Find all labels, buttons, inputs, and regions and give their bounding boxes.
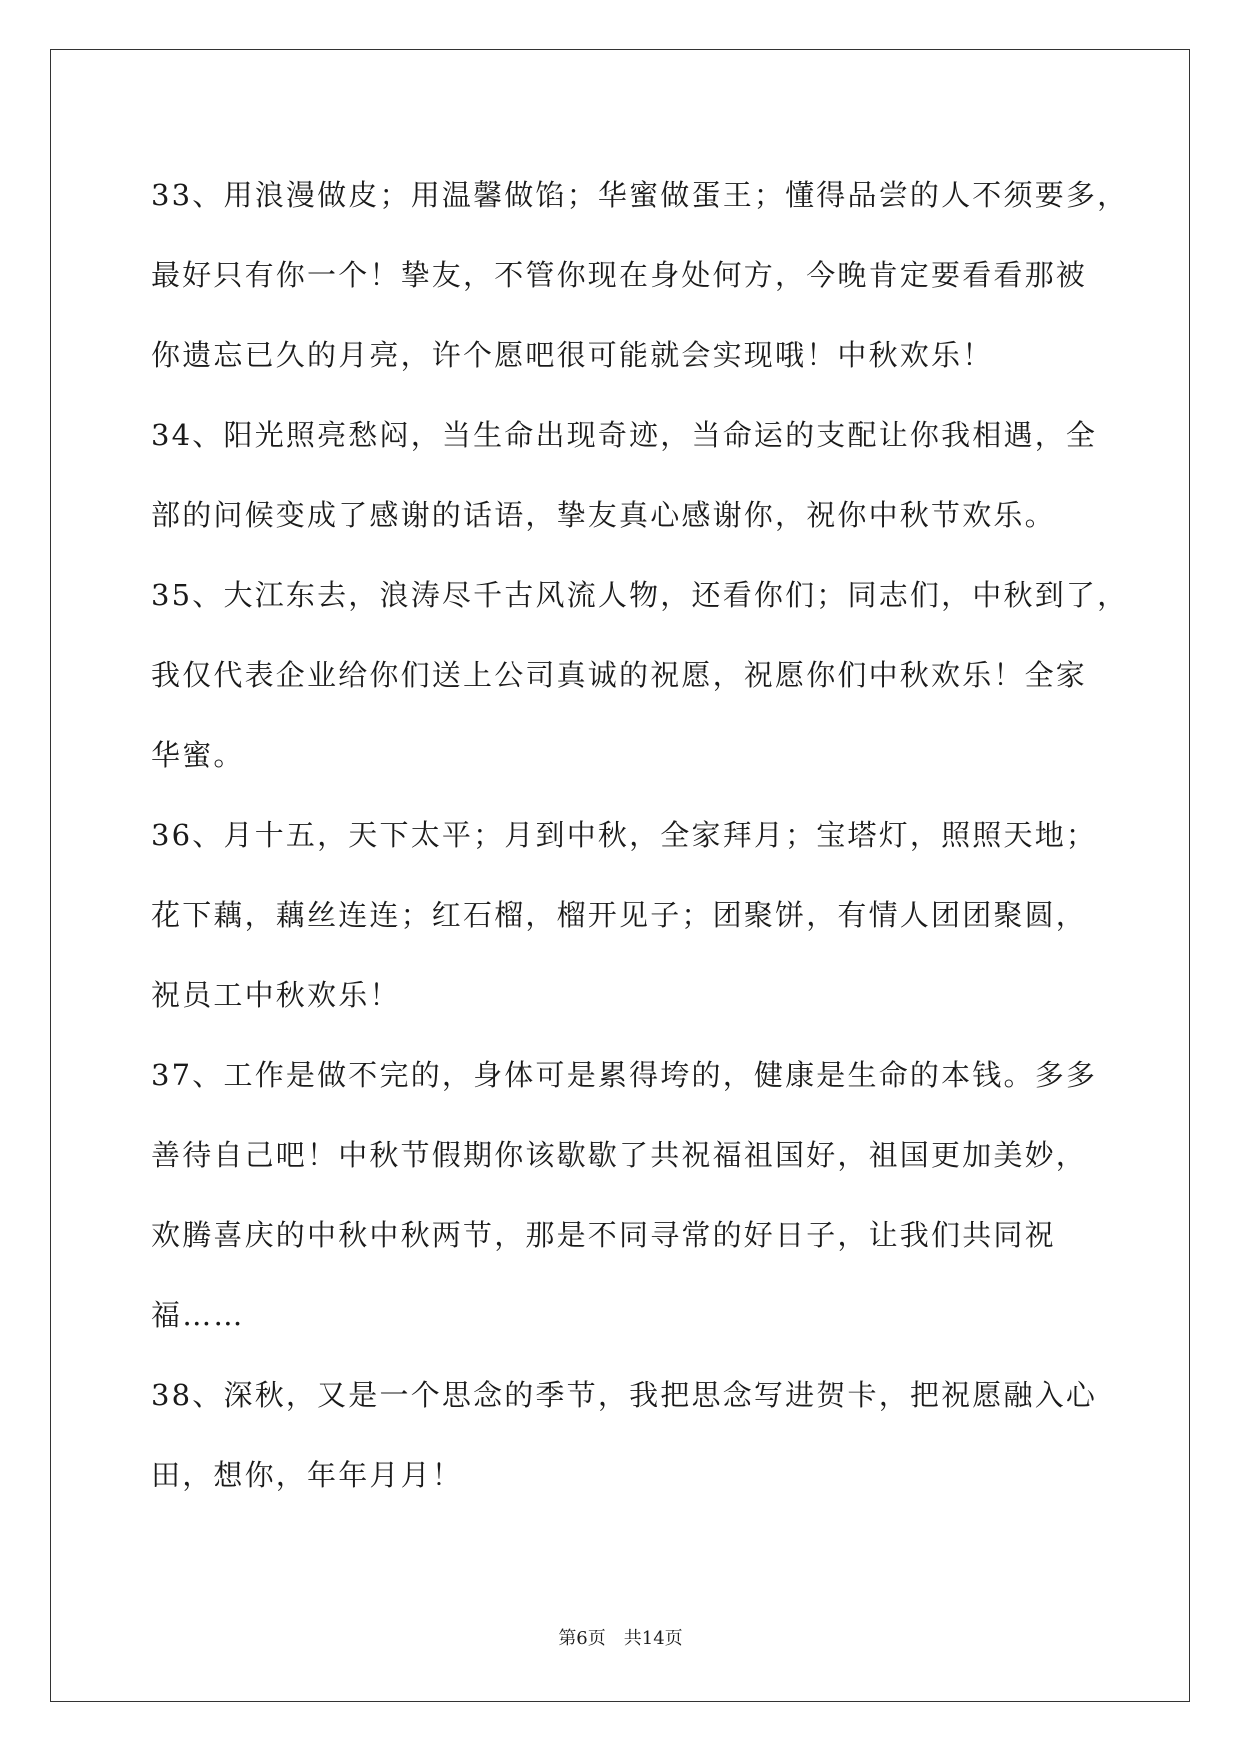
text-line: 华蜜。 bbox=[151, 738, 245, 772]
paragraph-36 bbox=[151, 795, 1098, 1035]
page-number: 第6页 bbox=[558, 1628, 606, 1649]
paragraph-35 bbox=[151, 555, 1129, 795]
text-line: 欢腾喜庆的中秋中秋两节，那是不同寻常的好日子，让我们共同祝 bbox=[151, 1218, 1056, 1252]
document-body bbox=[151, 155, 1129, 1515]
text-line: 37、工作是做不完的，身体可是累得垮的，健康是生命的本钱。多多 bbox=[151, 1058, 1098, 1092]
text-line: 祝员工中秋欢乐！ bbox=[151, 978, 401, 1012]
paragraph-37 bbox=[151, 1035, 1098, 1355]
paragraph-34 bbox=[151, 395, 1098, 555]
text-line: 田，想你，年年月月！ bbox=[151, 1458, 464, 1492]
text-line: 部的问候变成了感谢的话语，挚友真心感谢你，祝你中秋节欢乐。 bbox=[151, 498, 1056, 532]
text-line: 36、月十五，天下太平；月到中秋，全家拜月；宝塔灯，照照天地； bbox=[151, 818, 1098, 852]
text-line: 33、用浪漫做皮；用温馨做馅；华蜜做蛋王；懂得品尝的人不须要多， bbox=[151, 178, 1129, 212]
text-line: 34、阳光照亮愁闷，当生命出现奇迹，当命运的支配让你我相遇，全 bbox=[151, 418, 1098, 452]
text-line: 福…… bbox=[151, 1298, 245, 1332]
text-line: 38、深秋，又是一个思念的季节，我把思念写进贺卡，把祝愿融入心 bbox=[151, 1378, 1098, 1412]
text-line: 我仅代表企业给你们送上公司真诚的祝愿，祝愿你们中秋欢乐！全家 bbox=[151, 658, 1088, 692]
page-total: 共14页 bbox=[623, 1628, 683, 1649]
text-line: 你遗忘已久的月亮，许个愿吧很可能就会实现哦！中秋欢乐！ bbox=[151, 338, 994, 372]
text-line: 最好只有你一个！挚友，不管你现在身处何方，今晚肯定要看看那被 bbox=[151, 258, 1088, 292]
text-line: 花下藕，藕丝连连；红石榴，榴开见子；团聚饼，有情人团团聚圆， bbox=[151, 898, 1088, 932]
text-line: 善待自己吧！中秋节假期你该歇歇了共祝福祖国好，祖国更加美妙， bbox=[151, 1138, 1088, 1172]
paragraph-38 bbox=[151, 1355, 1098, 1515]
page-footer bbox=[0, 1627, 1241, 1651]
text-line: 35、大江东去，浪涛尽千古风流人物，还看你们；同志们，中秋到了， bbox=[151, 578, 1129, 612]
paragraph-33 bbox=[151, 155, 1129, 395]
